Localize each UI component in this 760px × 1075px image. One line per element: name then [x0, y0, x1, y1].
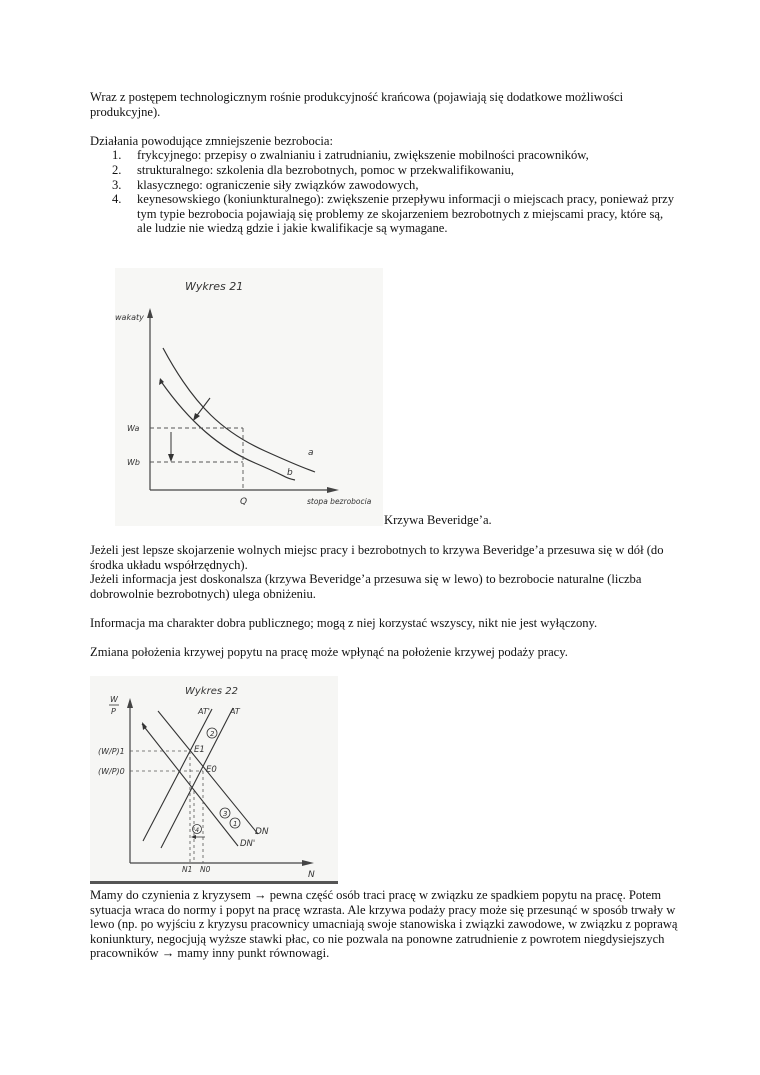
- figure2-border: [90, 881, 338, 884]
- y-axis-label: W: [110, 695, 118, 704]
- step-marker: 2: [210, 730, 215, 738]
- list-item: 2. strukturalnego: szkolenia dla bezrobotnych, pomoc w przekwalifikowaniu,: [112, 162, 515, 177]
- y-tick-wb: Wb: [127, 458, 140, 467]
- beveridge-curve-figure: [115, 268, 383, 526]
- intro-paragraph: Wraz z postępem technologicznym rośnie produkcyjność krańcowa (pojawiają się dodatkowe możliwości produkcyjne).: [90, 90, 624, 119]
- conclusion-section: [90, 888, 680, 961]
- list-item: 1. frykcyjnego: przepisy o zwalnianiu i zatrudnianiu, zwiększenie mobilności pracowników,: [112, 148, 589, 163]
- point-e1: E1: [194, 745, 205, 755]
- actions-list: [90, 148, 680, 236]
- x-tick-n1: N1: [182, 865, 193, 874]
- curve-label-b: b: [287, 468, 293, 478]
- x-axis-label: stopa bezrobocia: [307, 497, 372, 506]
- x-tick-q: Q: [240, 497, 248, 507]
- list-item: 4. keynesowskiego (koniunkturalnego): zwiększenie przepływu informacji o miejscach pracy, ponieważ przy tym typie bezrobocia pojawiają się problemy ze skojarzeniem bezrobotnych z miejscami pracy, które są, ale ludzie nie wiedzą gdzie i jakie kwalifikacje są wymagane.: [112, 192, 675, 236]
- figure-title: Wykres 22: [185, 686, 238, 697]
- supply-curve-label-at: AT: [230, 707, 240, 716]
- step-marker: 1: [233, 820, 238, 828]
- labour-market-diagram: [90, 676, 338, 881]
- y-tick-w-p-1: (W/P)1: [98, 747, 125, 756]
- supply-curve-label-at-prime: AT': [198, 707, 210, 716]
- demand-curve-label-dn-prime: DN': [240, 839, 256, 849]
- demand-curve-label-dn: DN: [255, 827, 269, 837]
- point-e0: E0: [206, 765, 217, 775]
- figure-title: Wykres 21: [185, 280, 244, 293]
- list-item: 3. klasycznego: ograniczenie siły związków zawodowych,: [112, 177, 419, 192]
- actions-heading: Działania powodujące zmniejszenie bezrobocia:: [90, 133, 334, 148]
- step-marker: 4: [195, 826, 200, 834]
- document-page: [90, 90, 680, 236]
- figure1-caption: Krzywa Beveridge’a.: [384, 513, 492, 527]
- y-axis-label: P: [111, 707, 116, 716]
- y-tick-wa: Wa: [127, 424, 140, 433]
- middle-section: [90, 543, 680, 660]
- x-tick-n0: N0: [200, 865, 211, 874]
- curve-label-a: a: [308, 448, 314, 458]
- step-marker: 3: [223, 810, 228, 818]
- labour-market-figure: [90, 676, 338, 881]
- paragraph: Informacja ma charakter dobra publicznego; mogą z niej korzystać wszyscy, nikt nie jest wyłączony.: [90, 615, 598, 630]
- paragraph: Jeżeli jest lepsze skojarzenie wolnych miejsc pracy i bezrobotnych to krzywa Beveridge’a przesuwa się w dół (do środka układu współrzędnych).: [90, 543, 664, 572]
- paragraph: Zmiana położenia krzywej popytu na pracę może wpłynąć na położenie krzywej podaży pracy.: [90, 645, 568, 660]
- y-tick-w-p-0: (W/P)0: [98, 767, 125, 776]
- paragraph: Jeżeli informacja jest doskonalsza (krzywa Beveridge’a przesuwa się w lewo) to bezrobocie naturalne (liczba dobrowolnie bezrobotnych) ulega obniżeniu.: [90, 572, 642, 601]
- beveridge-curve-diagram: [115, 268, 383, 526]
- x-axis-label: N: [308, 870, 315, 880]
- conclusion-paragraph: Mamy do czynienia z kryzysem → pewna część osób traci pracę w związku ze spadkiem popytu na pracę. Potem sytuacja wraca do normy i popyt na pracę wzrasta. Ale krzywa podaży pracy może się przesunąć w sposób trwały w lewo (np. po wyjściu z kryzysu pracownicy umacniają swoje stanowiska i związki zawodowe, w związku z poprawą koniunktury, negocjują wyższe stawki płac, co nie pozwala na ponowne zatrudnienie z powrotem niegdysiejszych pracowników → mamy inny punkt równowagi.: [90, 888, 678, 961]
- y-axis-label: wakaty: [115, 313, 144, 322]
